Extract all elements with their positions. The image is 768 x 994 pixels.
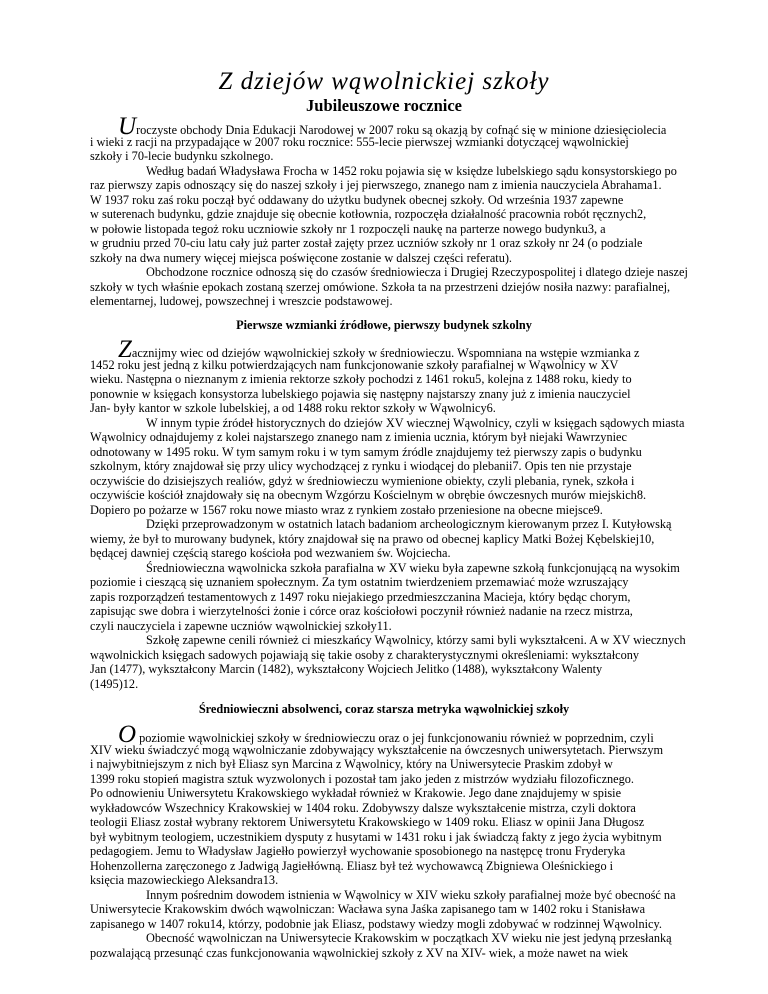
text-line <box>90 902 690 917</box>
text-line <box>90 251 690 266</box>
text-line <box>90 859 690 874</box>
line-text: Obchodzone rocznice odnoszą się do czasów średniowiecza i Drugiej Rzeczypospolitej i dlatego dzieje naszej <box>146 265 688 279</box>
line-text: wiemy, że był to murowany budynek, który znajdował się na prawo od obecnej kaplicy Matki Bożej Kębelskiej10, <box>90 531 655 546</box>
line-text: szkoły na dwa numery więcej miejsca poświęcone zostanie w dalszej części referatu). <box>90 250 513 265</box>
text-line <box>90 294 690 309</box>
text-line <box>90 503 690 518</box>
text-line <box>90 416 690 431</box>
line-text: zapisując swe dobra i wierzytelności żonie i córce oraz kościołowi poczynił również nadanie na rzecz mistrza, <box>90 604 633 618</box>
text-line <box>90 677 690 692</box>
line-text: Dopiero po pożarze w 1567 roku nowe miasto wraz z rynkiem zostało przeniesione na obecne miejsce9. <box>90 502 603 517</box>
line-text: Innym pośrednim dowodem istnienia w Wąwolnicy w XIV wieku szkoły parafialnej może być obecność na <box>146 887 676 902</box>
line-text: Dzięki przeprowadzonym w ostatnich latach badaniom archeologicznym kierowanym przez I. Kutyłowską <box>146 517 672 531</box>
text-line <box>90 604 690 619</box>
line-text: Jan- były kantor w szkole lubelskiej, a od 1488 roku rektor szkoły w Wąwolnicy6. <box>90 401 496 415</box>
text-line <box>90 149 690 164</box>
line-text: elementarnej, ludowej, powszechnej i wreszcie podstawowej. <box>90 294 393 308</box>
line-text: był wybitnym teologiem, uczestnikiem dysputy z husytami w 1431 roku i jak świadczą fakty z jego życia wybitnym <box>90 829 662 844</box>
line-text: szkoły i 70-lecie budynku szkolnego. <box>90 149 274 163</box>
text-line <box>90 873 690 888</box>
text-line <box>90 633 690 648</box>
text-line <box>90 459 690 474</box>
line-text: pozwalającą przesunąć czas funkcjonowania wąwolnickiej szkoły z XV na XIV- wiek, a może nawet na wiek <box>90 945 629 960</box>
text-line <box>90 619 690 634</box>
line-text: Obecność wąwolniczan na Uniwersytecie Krakowskim w początkach XV wieku nie jest jedyną przesłanką <box>146 931 672 945</box>
line-text: W innym typie źródeł historycznych do dziejów XV wiecznej Wąwolnicy, czyli w księgach sądowych miasta <box>146 415 685 430</box>
text-line <box>90 721 690 748</box>
text-line <box>90 236 690 251</box>
text-line <box>90 815 690 830</box>
line-text: (1495)12. <box>90 676 139 691</box>
line-text: czyli nauczyciela i zapewne uczniów wąwolnickiej szkoły11. <box>90 618 392 633</box>
line-text: ponownie w księgach konsystorza lubelskiego pojawia się następny najstarszy znany już z imienia nauczyciel <box>90 386 631 401</box>
line-text: szkoły w tych właśnie epokach zostaną szerzej omówione. Szkoła ta na przestrzeni dziejów nosiła nazwy: parafialnej, <box>90 279 671 294</box>
line-text: pedagogiem. Jemu to Władysław Jagiełło powierzył wychowanie sposobionego na następcę tronu Fryderyka <box>90 844 626 858</box>
text-line <box>90 207 690 222</box>
text-line <box>90 648 690 663</box>
line-text: księcia mazowieckiego Aleksandra13. <box>90 873 279 887</box>
text-line <box>90 336 690 363</box>
text-line <box>90 662 690 677</box>
text-line <box>90 265 690 280</box>
line-text: Po odnowieniu Uniwersytetu Krakowskiego wykładał również w Krakowie. Jego dane znajdujemy w spisie <box>90 786 622 800</box>
section-graduates <box>90 721 690 960</box>
line-text: acznijmy wiec od dziejów wąwolnickiej szkoły w średniowieczu. Wspomniana na wstępie wzmianka z <box>131 346 640 360</box>
section-heading-2: Średniowieczni absolwenci, coraz starsza metryka wąwolnickiej szkoły <box>198 702 570 716</box>
line-text: szkolnym, który znajdował się przy ulicy wychodzącej z rynku i wiodącej do plebanii7. Opis ten nie przystaje <box>90 459 632 473</box>
text-line <box>90 743 690 758</box>
text-line <box>90 401 690 416</box>
line-text: wąwolnickich księgach sadowych pojawiają się takie osoby z charakterystycznymi określeniami: wykształcony <box>90 647 640 662</box>
document-title: Z dziejów wąwolnickiej szkoły <box>218 68 550 95</box>
line-text: poziomie i cieszącą się uznaniem społecznym. Za tym ostatnim twierdzeniem przemawiać może wzruszający <box>90 575 629 589</box>
text-line <box>90 546 690 561</box>
line-text: Średniowieczna wąwolnicka szkoła parafialna w XV wieku była zapewne szkołą funkcjonującą na wysokim <box>146 560 680 575</box>
line-text: roczyste obchody Dnia Edukacji Narodowej w 2007 roku są okazją by cofnąć się w minione dziesięciolecia <box>136 123 667 137</box>
drop-cap: Z <box>118 336 132 363</box>
text-line <box>90 931 690 946</box>
text-line <box>90 532 690 547</box>
line-text: W 1937 roku zaś roku począł być oddawany do użytku budynek obecnej szkoły. Od września 1937 zapewne <box>90 192 624 207</box>
line-text: w suterenach budynku, gdzie znajduje się obecnie kotłownia, rozpoczęła działalność pracownia robót ręcznych2, <box>90 207 647 221</box>
line-text: XIV wieku świadczyć mogą wąwolniczanie zdobywający wykształcenie na ówczesnych uniwersytetach. Pierwszym <box>90 742 664 757</box>
text-line <box>90 445 690 460</box>
text-line <box>90 844 690 859</box>
text-line <box>90 488 690 503</box>
text-line <box>90 135 690 150</box>
text-line <box>90 517 690 532</box>
text-line <box>90 430 690 445</box>
line-text: Hohenzollerna zaręczonego z Jadwigą Jagiełłówną. Eliasz był też wychowawcą Zbigniewa Oleśnickiego i <box>90 858 614 873</box>
text-line <box>90 888 690 903</box>
text-line <box>90 280 690 295</box>
line-text: oczywiście do dzisiejszych realiów, gdyż w średniowieczu wymienione obiekty, czyli plebania, rynek, szkoła i <box>90 473 635 488</box>
text-line <box>90 772 690 787</box>
text-line <box>90 474 690 489</box>
line-text: odnotowany w 1495 roku. W tym samym roku i w tym samym źródle znajdujemy też pierwszy zapis o budynku <box>90 444 642 459</box>
line-text: Wąwolnicy odnajdujemy z kolei najstarszego znanego nam z imienia ucznia, którym był niejaki Wawrzyniec <box>90 430 627 444</box>
text-line <box>90 590 690 605</box>
line-text: Uniwersytecie Krakowskim dwóch wąwolniczan: Wacława syna Jaśka zapisanego tam w 1402 roku i Stanisława <box>90 902 646 916</box>
line-text: zapis rozporządzeń testamentowych z 1497 roku niejakiego przedmieszczanina Macieja, który będąc chorym, <box>90 589 631 604</box>
line-text: 1452 roku jest jedną z kilku potwierdzających nam funkcjonowanie szkoły parafialnej w Wąwolnicy w XV <box>90 357 619 372</box>
line-text: wieku. Następna o nieznanym z imienia rektorze szkoły pochodzi z 1461 roku5, kolejna z 1488 roku, kiedy to <box>90 372 632 386</box>
drop-cap: U <box>118 113 137 140</box>
line-text: raz pierwszy zapis odnoszący się do naszej szkoły i jej pierwszego, znanego nam z imienia nauczyciela Abrahama1. <box>90 178 662 192</box>
line-text: zapisanego w 1407 roku14, którzy, podobnie jak Eliasz, podstawy wiedzy mogli zdobywać w rodzinnej Wąwolnicy. <box>90 916 662 931</box>
line-text: i wieki z racji na przypadające w 2007 roku rocznice: 555-lecie pierwszej wzmianki dotyczącej wąwolnickiej <box>90 134 629 149</box>
text-line <box>90 946 690 961</box>
line-text: Według badań Władysława Frocha w 1452 roku pojawia się w księdze lubelskiego sądu konsystorskiego po <box>146 163 677 178</box>
text-line <box>90 193 690 208</box>
line-text: będącej dawniej częścią starego kościoła pod wezwaniem św. Wojciecha. <box>90 546 451 560</box>
text-line <box>90 917 690 932</box>
text-line <box>90 387 690 402</box>
line-text: 1399 roku stopień magistra sztuk wyzwolonych i pozostał tam jako jeden z mistrzów wydziału filozoficznego. <box>90 771 634 786</box>
drop-cap: O <box>118 721 137 748</box>
line-text: Szkołę zapewne cenili również ci mieszkańcy Wąwolnicy, którzy sami byli wykształceni. A w XV wiecznych <box>146 633 686 647</box>
text-line <box>90 178 690 193</box>
text-line <box>90 830 690 845</box>
line-text: poziomie wąwolnickiej szkoły w średniowieczu oraz o jej funkcjonowaniu również w poprzednim, czyli <box>136 731 654 745</box>
text-line <box>90 372 690 387</box>
line-text: w połowie listopada tegoż roku uczniowie szkoły nr 1 rozpoczęli naukę na parterze nowego budynku3, a <box>90 221 606 236</box>
line-text: wykładowców Wszechnicy Krakowskiej w 1404 roku. Zdobywszy dalsze wykształcenie mistrza, czyli doktora <box>90 800 636 815</box>
document-subtitle: Jubileuszowe rocznice <box>306 96 462 115</box>
text-line <box>90 358 690 373</box>
line-text: i najwybitniejszym z nich był Eliasz syn Marcina z Wąwolnicy, który na Uniwersytecie Praskim zdobył w <box>90 757 613 771</box>
text-line <box>90 575 690 590</box>
section-intro <box>90 113 690 309</box>
section-heading-1: Pierwsze wzmianki źródłowe, pierwszy budynek szkolny <box>236 318 532 332</box>
text-line <box>90 561 690 576</box>
line-text: w grudniu przed 70-ciu latu cały już parter został zajęty przez uczniów szkoły nr 1 oraz szkoły nr 24 (o podziale <box>90 236 643 250</box>
line-text: oczywiście kościół znajdowały się na obecnym Wzgórzu Kościelnym w obrębie ówczesnych murów miejskich8. <box>90 488 647 502</box>
text-line <box>90 786 690 801</box>
section-first-mentions <box>90 336 690 691</box>
text-line <box>90 222 690 237</box>
line-text: teologii Eliasz został wybrany rektorem Uniwersytetu Krakowskiego w 1409 roku. Eliasz w opinii Jana Długosz <box>90 815 645 829</box>
text-line <box>90 113 690 140</box>
text-line <box>90 801 690 816</box>
text-line <box>90 164 690 179</box>
text-line <box>90 757 690 772</box>
line-text: Jan (1477), wykształcony Marcin (1482), wykształcony Wojciech Jelitko (1488), wykształcony Walenty <box>90 662 603 676</box>
